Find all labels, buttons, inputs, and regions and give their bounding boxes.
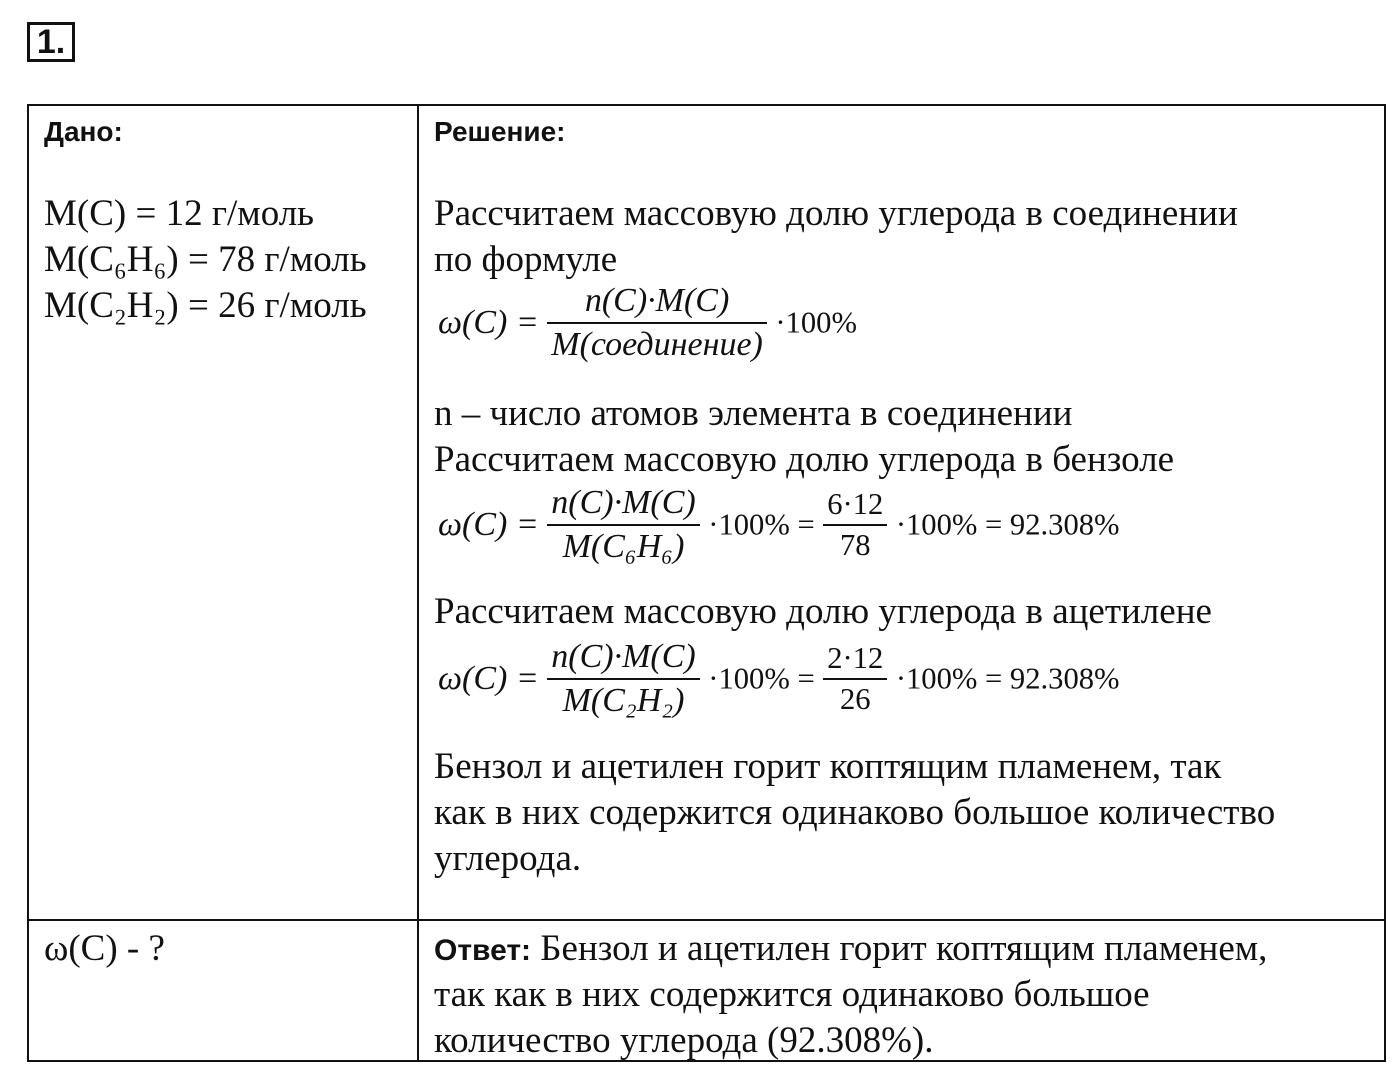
solution-intro-line-1: Рассчитаем массовую долю углерода в соединении [434, 193, 1238, 234]
answer-text-1: Бензол и ацетилен горит коптящим пламенем, [540, 928, 1268, 969]
acetylene-line: Рассчитаем массовую долю углерода в ацетилене [434, 591, 1212, 632]
formula-benzene-numerator: n(C)·M(C) [551, 484, 696, 521]
formula-benzene-denominator-2: 78 [823, 524, 887, 563]
formula-general [438, 282, 857, 364]
find-quantity: ω(C) - ? [44, 928, 165, 969]
formula-benzene-result: ·100% = 92.308% [895, 507, 1120, 542]
table-right-border [1384, 104, 1386, 1062]
formula-benzene-numerator-2: 6·12 [827, 487, 884, 521]
formula-acetylene-result: ·100% = 92.308% [895, 661, 1120, 696]
formula-acetylene-lhs: ω(C) = [438, 660, 539, 697]
given-molar-mass-benzene: M(C₆H₆) = 78 г/моль [44, 239, 367, 280]
formula-lhs: ω(C) = [438, 304, 539, 341]
formula-acetylene-fraction [547, 638, 699, 720]
formula-acetylene [438, 638, 1120, 720]
solution-intro-line-2: по формуле [434, 239, 618, 280]
formula-tail: ·100% [775, 305, 857, 340]
given-molar-mass-carbon: M(C) = 12 г/моль [44, 193, 315, 234]
formula-denominator: M(соединение) [547, 322, 767, 364]
problem-number: 1. [27, 22, 75, 62]
benzene-line: Рассчитаем массовую долю углерода в бензоле [434, 439, 1175, 480]
table-left-border [27, 104, 29, 1062]
answer-line-2: так как в них содержится одинаково большое [434, 974, 1150, 1015]
formula-fraction [547, 282, 767, 364]
answer-line-1 [434, 925, 1267, 974]
formula-acetylene-denominator: M(C₂H₂) [547, 678, 699, 720]
formula-acetylene-mid: ·100% = [708, 661, 815, 696]
table-middle-border [27, 919, 1386, 921]
formula-acetylene-numerator-2: 2·12 [827, 641, 884, 675]
formula-benzene-lhs: ω(C) = [438, 506, 539, 543]
table-column-divider [417, 104, 419, 1062]
conclusion-line-1: Бензол и ацетилен горит коптящим пламенем, так [434, 746, 1222, 787]
formula-benzene-mid: ·100% = [708, 507, 815, 542]
given-molar-mass-acetylene: M(C₂H₂) = 26 г/моль [44, 285, 367, 326]
formula-acetylene-numerator: n(C)·M(C) [551, 638, 696, 675]
solution-header: Решение: [434, 116, 566, 147]
answer-label: Ответ: [434, 934, 532, 967]
formula-benzene-fraction [547, 484, 699, 566]
conclusion-line-3: углерода. [434, 838, 582, 879]
n-definition: n – число атомов элемента в соединении [434, 393, 1073, 434]
formula-benzene-denominator: M(C₆H₆) [547, 524, 699, 566]
table-top-border [27, 104, 1386, 106]
formula-numerator: n(C)·M(C) [584, 282, 730, 319]
formula-acetylene-fraction-2 [823, 641, 887, 717]
formula-benzene [438, 484, 1120, 566]
formula-acetylene-denominator-2: 26 [823, 678, 887, 717]
answer-line-3: количество углерода (92.308%). [434, 1020, 934, 1061]
formula-benzene-fraction-2 [823, 487, 887, 563]
given-header: Дано: [44, 116, 123, 147]
conclusion-line-2: как в них содержится одинаково большое количество [434, 792, 1276, 833]
